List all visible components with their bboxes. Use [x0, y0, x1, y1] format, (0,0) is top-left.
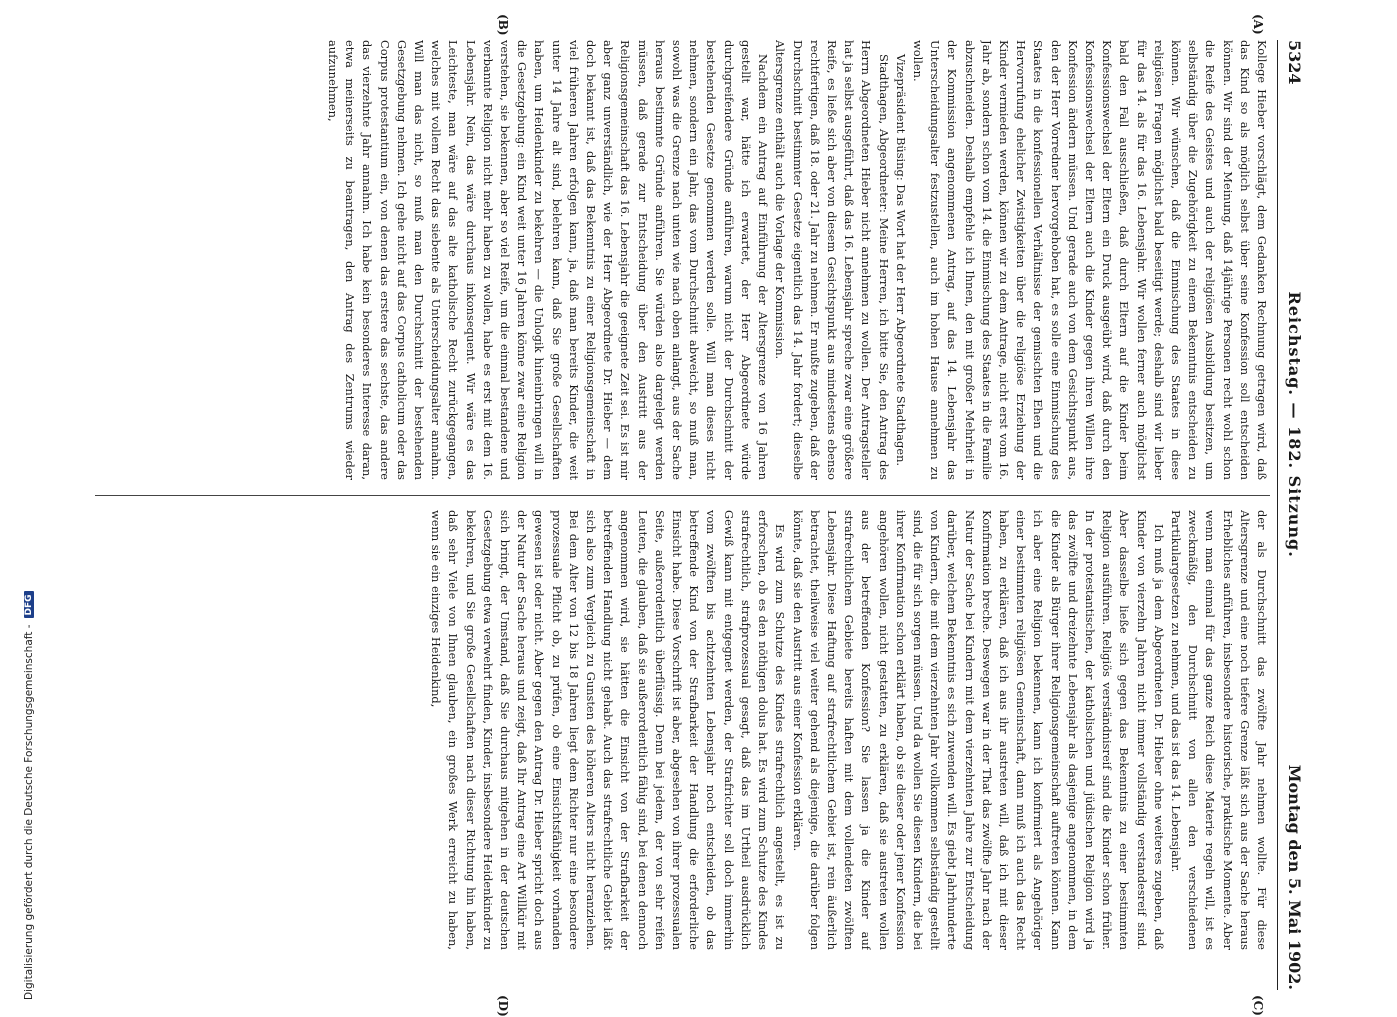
header-rule [1277, 40, 1278, 990]
paragraph: Ich muß ja dem Abgeordneten Dr. Hieber ohne weiteres zugeben, daß Kinder von vierzehn Jahren nicht immer vollständig verstandesreif sind. Aber dasselbe ließe sich gegen das Bekenntnis zu einer bestimmten Religion ausführen. Religiös verständnisreif sind die Kinder schon früher. In der protestantischen, der katholischen und jüdischen Religion wird ja das zwölfte und dreizehnte Lebensjahr als dasjenige angenommen, in dem die Kinder als Bürger ihrer Religionsgemeinschaft auftreten können. Kann ich aber eine Religion bekennen, kann ich konfirmiert als Angehöriger einer bestimmten religiösen Gemeinschaft, dann muß ich auch das Recht haben, zu erklären, daß ich aus ihr austreten will, daß ich mit dieser Konfirmation breche. Deswegen war in der That das zwölfte Jahr nach der Natur der Sache bei Kindern mit dem vierzehnten Jahre zur Entscheidung darüber, welchem Bekenntnis es sich zuwenden will. Es giebt Jahrhunderte von Kindern, die mit dem vierzehnten Jahr vollkommen selbständig gestellt sind, die für sich sorgen müssen. Und da wollen Sie diesen Kindern, die bei ihrer Konfirmation schon erklärt haben, ob sie dieser oder jener Konfession angehören wollen, nicht gestatten, zu erklären, daß sie austreten wollen aus der betreffenden Konfession? Sie lassen ja die Kinder auf strafrechtlichem Gebiete bereits haften mit dem vollendeten zwölften Lebensjahr. Diese Haftung auf strafrechtlichem Gebiet ist, rein äußerlich betrachtet, theilweise viel weiter gehend als diejenige, die darüber folgen könnte, daß sie den Austritt aus einer Konfession erklären. [790, 510, 1166, 950]
margin-label-a: (A) [1251, 14, 1265, 35]
page-number: 5324 [1285, 40, 1305, 85]
paragraph: Stadthagen, Abgeordneter: Meine Herren, ich bitte Sie, den Antrag des Herrn Abgeordneten Hieber nicht annehmen zu wollen. Der Antragsteller hat ja selbst ausgeführt, daß das 16. Lebensjahr spreche zwar eine größere Reife, es ließe sich aber von diesem Gesichtspunkt aus mindestens ebenso rechtfertigen, daß 18. oder 21. Jahr zu nehmen. Er mußte zugeben, daß der Durchschnitt bestimmter Gesetze eigentlich das 14. Jahr fordert; dieselbe Altersgrenze enthält auch die Vorlage der Kommission. [773, 40, 891, 480]
session-date: Montag den 5. Mai 1902. [1285, 764, 1305, 990]
left-column [95, 40, 1270, 480]
paragraph: der als Durchschnitt das zwölfte Jahr nehmen wollte. Für diese Altersgrenze und eine noch tiefere Grenze läßt sich aus der Sache heraus Erhebliches anführen, insbesondere historische, praktische Momente. Aber wenn man einmal für das ganze Reich diese Materie regeln will, ist es zweckmäßig, den Durchschnitt von allen den verschiedenen Partikulargesetzen zu nehmen, und das ist das 14. Lebensjahr. [1168, 510, 1269, 950]
paragraph: Kollege Hieber vorschlägt, dem Gedanken Rechnung getragen wird, daß das Kind so als möglich selbst über seine Konfession soll entscheiden können. Wir sind der Meinung, daß 14jährige Personen recht wohl schon die Reife des Geistes und auch der religiösen Ausbildung besitzen, um selbständig über die Zugehörigkeit zu einem Bekenntnis entscheiden zu können. Wir wünschen, daß die Einmischung des Staates in diese religiösen Fragen möglichst bald beseitigt werde; deshalb sind wir lieber für das 14. als für das 16. Lebensjahr. Wir wollen ferner auch möglichst bald den Fall ausschließen, daß durch Eltern auf die Kinder beim Konfessionswechsel der Eltern ein Druck ausgeübt wird, daß durch den Konfessionswechsel der Eltern auch die Kinder gegen ihren Willen ihre Konfession ändern müssen. Und gerade auch von dem Gesichtspunkt aus, den der Herr Vorredner hervorgehoben hat, es solle eine Einmischung des Staates in die konfessionellen Verhältnisse der gemischten Ehen und die Hervorrufung ehelicher Zwistigkeiten über die religiöse Erziehung der Kinder vermieden werden, können wir zu dem Antrage, nicht erst vom 16. Jahr ab, sondern schon vom 14. die Einmischung des Staates in die Familie abzuschneiden. Deshalb empfehle ich Ihnen, den mit großer Mehrheit in der Kommission angenommenen Antrag, auf das 14. Lebensjahr das Unterscheidungsalter festzustellen, auch im hohen Hause annehmen zu wollen. [910, 40, 1269, 480]
dfg-logo: DFG [24, 591, 34, 618]
page-header [1280, 40, 1310, 990]
running-title: Reichstag. — 182. Sitzung. [1285, 291, 1305, 558]
right-column [95, 510, 1270, 950]
paragraph: Es wird zum Schutze des Kindes strafrechtlich angestellt, es ist zu erforschen, ob es den nöthigen dolus hat. Es wird zum Schutze des Kindes strafrechtlich, strafprozessual gesagt, daß das im Urtheil ausdrücklich Gewiß kann mit entgegnet werden, der Strafrichter soll doch immerhin vom zwölften bis achtzehnten Lebensjahr noch entscheiden, ob das betreffende Kind von der Strafbarkeit der Handlung die erforderliche Einsicht habe. Diese Vorschrift ist aber, abgesehen von ihrer prozessualen Seite, außerordentlich überflüssig. Denn bei jedem, der von sehr reifen Leuten, die glauben, daß sie außerordentlich fähig sind, bei denen dennoch angenommen wird, sie hätten die Einsicht von der Strafbarkeit der betreffenden Handlung nicht gehabt. Auch das strafrechtliche Gebiet läßt sich also zum Vergleich zu Gunsten des höheren Alters nicht heranziehen. Bei dem Alter von 12 bis 18 Jahren liegt dem Richter nur eine besondere prozessuale Pflicht ob, zu prüfen, ob eine Einsichtsfähigkeit vorhanden gewesen ist oder nicht. Aber gegen den Antrag Dr. Hieber spricht doch aus der Natur der Sache heraus und zeigt, daß Ihr Antrag eine Art Willkür mit sich bringt, der Umstand, daß Sie durchaus mitgehen in der deutschen Gesetzgebung etwa verwehrt finden, Kinder, insbesondere Heidenkinder zu bekehren, und Sie große Gesellschaften nach dieser Richtung hin haben, daß sehr Viele von Ihnen glauben, ein großes Werk erreicht zu haben, wenn sie ein einziges Heidenkind, [429, 510, 788, 950]
margin-label-b: (B) [496, 14, 510, 36]
paragraph: Vizepräsident Büsing: Das Wort hat der Herr Abgeordnete Stadthagen. [893, 54, 908, 467]
credit-text: Digitalisierung gefördert durch die Deutsche Forschungsgemeinschaft - [23, 624, 35, 1000]
column-divider [95, 495, 1270, 496]
digitization-credit [22, 10, 36, 1000]
margin-label-c: (C) [1251, 995, 1265, 1016]
rotated-page [60, 14, 1310, 1017]
paragraph: Nachdem ein Antrag auf Einführung der Altersgrenze von 16 Jahren gestellt war, hätte ich erwartet, der Herr Abgeordnete würde durchgreifendere Gründe anführen, warum nicht der Durchschnitt der bestehenden Gesetze genommen werden solle. Will man dieses nicht nehmen, sondern ein Jahr, das vom Durchschnitt abweicht, so muß man, sowohl was die Grenze nach unten wie nach oben anlangt, aus der Sache heraus bestimmte Gründe anführen. Sie würden also dargelegt werden müssen, daß gerade zur Entscheidung über den Austritt aus der Religionsgemeinschaft das 16. Lebensjahr die geeignete Zeit sei. Es ist mir aber ganz unverständlich, wie der Herr Abgeordnete Dr. Hieber — dem doch bekannt ist, daß das Bekenntnis zu einer Religionsgemeinschaft in viel früheren Jahren erfolgen kann, ja, daß man bereits Kinder, die weit unter 14 Jahre alt sind, belehren kann, daß Sie große Gesellschaften haben, um Heidenkinder zu bekehren — die Unlogik hineinbringen will in die Gesetzgebung: ein Kind weit unter 16 Jahren könne zwar eine Religion verstehen, sie bekennen, aber so viel Reife, um die einmal bestandene und verbannte Religion nicht mehr haben zu wollen, habe es erst mit dem 16. Lebensjahr. Nein, das wäre durchaus inkonsequent. Wir wäre es das Leichteste, man wäre auf das alte katholische Recht zurückgegangen, welches mit vollem Recht das siebente als Unterscheidungsalter annahm. Will man das nicht, so muß man den Durchschnitt der bestehenden Gesetzgebung nehmen. Ich gehe nicht auf das Corpus catholicum oder das Corpus protestantium ein, von denen das erstere das sechste, das andere das vierzehnte Jahr annahm. Ich habe kein besonderes Interesse daran, etwa meinerseits zu beantragen, den Antrag des Zentrums wieder aufzunehmen, [326, 40, 771, 480]
margin-label-d: (D) [496, 995, 510, 1017]
